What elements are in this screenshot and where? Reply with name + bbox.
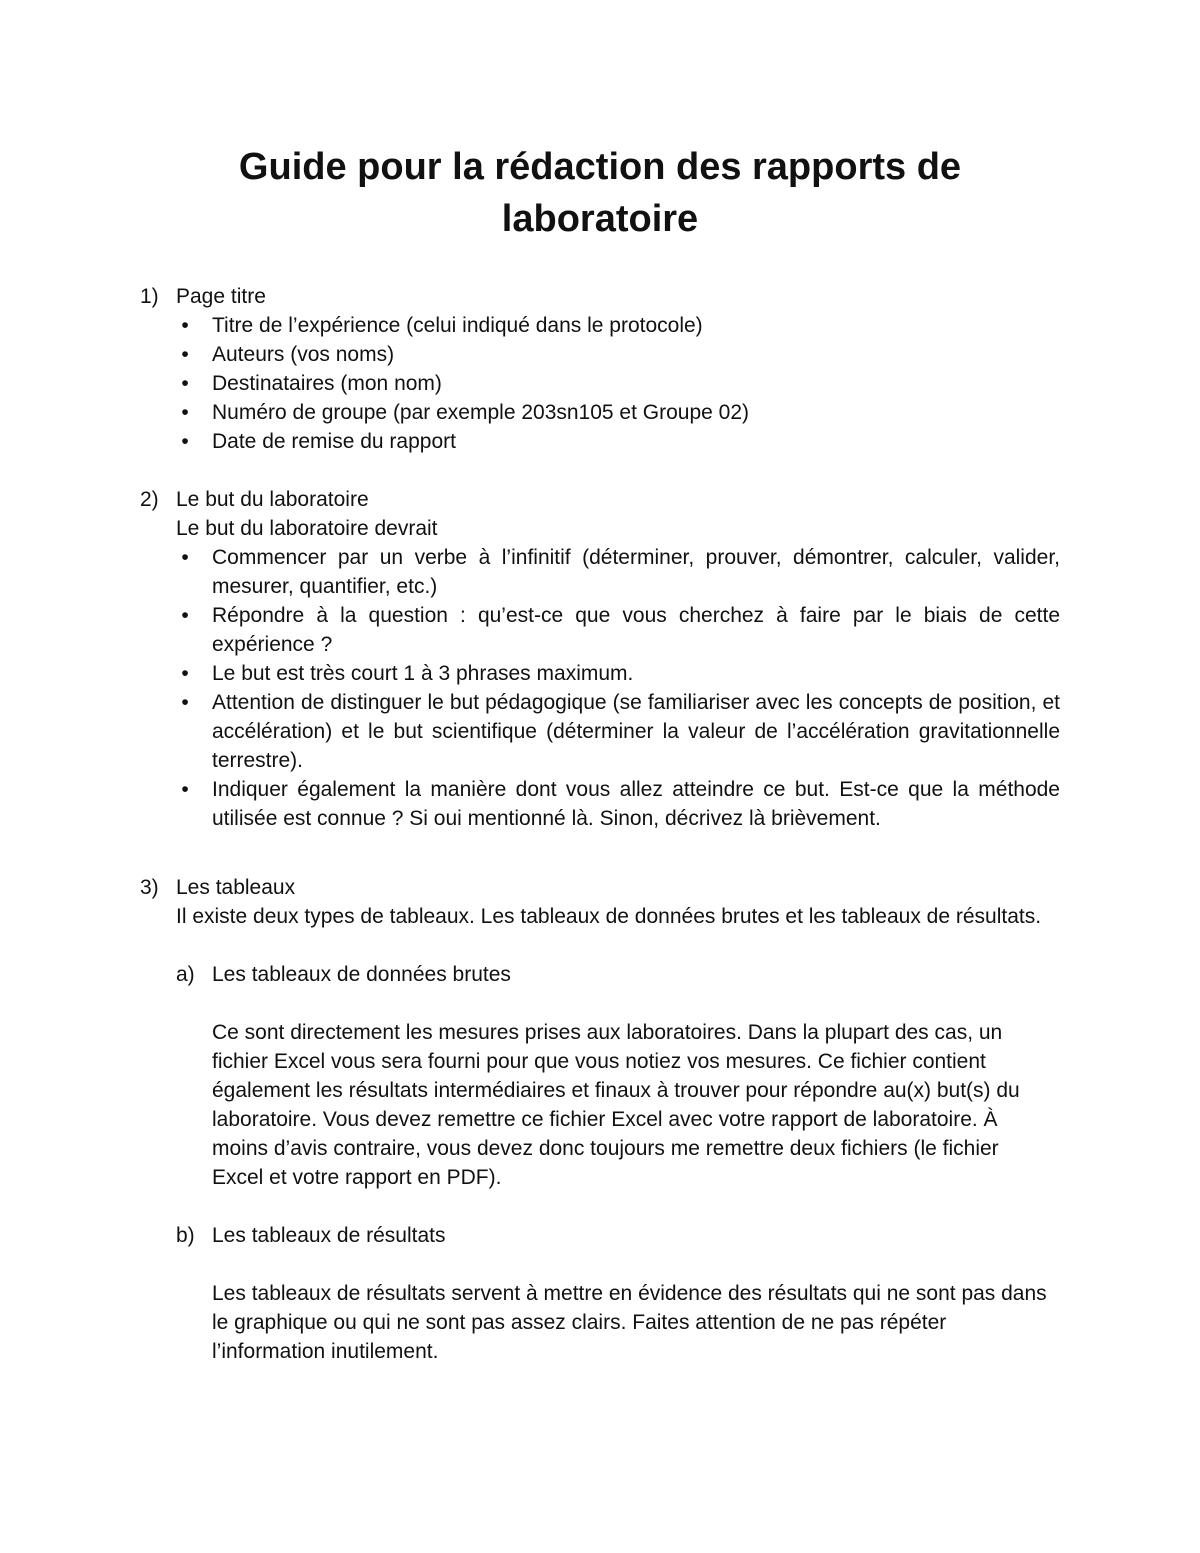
list-item-text: Le but est très court 1 à 3 phrases maximum.	[212, 662, 634, 685]
list-item	[181, 427, 1060, 456]
bullet-icon: •	[181, 343, 189, 366]
subsection-title: Les tableaux de résultats	[212, 1224, 446, 1247]
list-item	[181, 659, 1060, 688]
list-item-text: Date de remise du rapport	[212, 430, 456, 453]
bullet-icon: •	[181, 401, 189, 424]
list-item	[181, 601, 1060, 659]
subsection-heading	[0, 960, 1200, 989]
subsection-letter: a)	[176, 963, 195, 986]
list-item-text: Indiquer également la manière dont vous allez atteindre ce but. Est-ce que la méthode utilisée est connue ? Si oui mentionné là. Sinon, décrivez là brièvement.	[212, 778, 1060, 830]
subsection-paragraph: Ce sont directement les mesures prises aux laboratoires. Dans la plupart des cas, un fichier Excel vous sera fourni pour que vous notiez vos mesures. Ce fichier contient également les résultats intermédiaires et finaux à trouver pour répondre au(x) but(s) du laboratoire. Vous devez remettre ce fichier Excel avec votre rapport de laboratoire. À moins d’avis contraire, vous devez donc toujours me remettre deux fichiers (le fichier Excel et votre rapport en PDF).	[212, 1021, 1020, 1189]
section-title: Page titre	[176, 285, 266, 308]
subsection-paragraph: Les tableaux de résultats servent à mettre en évidence des résultats qui ne sont pas dans le graphique ou qui ne sont pas assez clairs. Faites attention de ne pas répéter l’information inutilement.	[212, 1282, 1047, 1363]
bullet-icon: •	[181, 604, 189, 627]
list-item-text: Auteurs (vos noms)	[212, 343, 395, 366]
subsection-heading	[0, 1221, 1200, 1250]
section-number: 3)	[140, 876, 159, 899]
subsection-title: Les tableaux de données brutes	[212, 963, 511, 986]
subsection-letter: b)	[176, 1224, 195, 1247]
bullet-icon: •	[181, 372, 189, 395]
list-item-text: Titre de l’expérience (celui indiqué dans le protocole)	[212, 314, 703, 337]
section-tableaux	[0, 873, 1200, 1366]
section-number: 2)	[140, 488, 159, 511]
bullet-icon: •	[181, 430, 189, 453]
list-item-text: Destinataires (mon nom)	[212, 372, 442, 395]
section-intro: Le but du laboratoire devrait	[176, 517, 438, 540]
document-body	[0, 282, 1200, 1366]
subsection-donnees-brutes	[0, 960, 1200, 1192]
list-item	[181, 775, 1060, 833]
section-number: 1)	[140, 285, 159, 308]
list-item	[181, 311, 1060, 340]
bullet-list	[0, 543, 1200, 833]
list-item	[181, 398, 1060, 427]
bullet-icon: •	[181, 546, 189, 569]
bullet-icon: •	[181, 778, 189, 801]
section-heading	[0, 485, 1200, 514]
section-but-laboratoire	[0, 485, 1200, 833]
bullet-list	[0, 311, 1200, 456]
list-item-text: Commencer par un verbe à l’infinitif (déterminer, prouver, démontrer, calculer, valider, mesurer, quantifier, etc.)	[212, 546, 1060, 598]
section-title: Le but du laboratoire	[176, 488, 369, 511]
subsection-resultats	[0, 1221, 1200, 1366]
section-page-titre	[0, 282, 1200, 456]
list-item-text: Attention de distinguer le but pédagogique (se familiariser avec les concepts de position, et accélération) et le but scientifique (déterminer la valeur de l’accélération gravitationnelle terrestre).	[212, 691, 1060, 772]
bullet-icon: •	[181, 314, 189, 337]
list-item	[181, 369, 1060, 398]
list-item	[181, 340, 1060, 369]
page-title: Guide pour la rédaction des rapports de laboratoire	[238, 146, 962, 240]
bullet-icon: •	[181, 691, 189, 714]
section-intro: Il existe deux types de tableaux. Les tableaux de données brutes et les tableaux de résultats.	[176, 905, 1042, 928]
list-item	[181, 688, 1060, 775]
list-item	[181, 543, 1060, 601]
list-item-text: Répondre à la question : qu’est-ce que vous cherchez à faire par le biais de cette expérience ?	[212, 604, 1060, 656]
bullet-icon: •	[181, 662, 189, 685]
list-item-text: Numéro de groupe (par exemple 203sn105 et Groupe 02)	[212, 401, 749, 424]
section-heading	[0, 282, 1200, 311]
section-heading	[0, 873, 1200, 902]
section-title: Les tableaux	[176, 876, 296, 899]
